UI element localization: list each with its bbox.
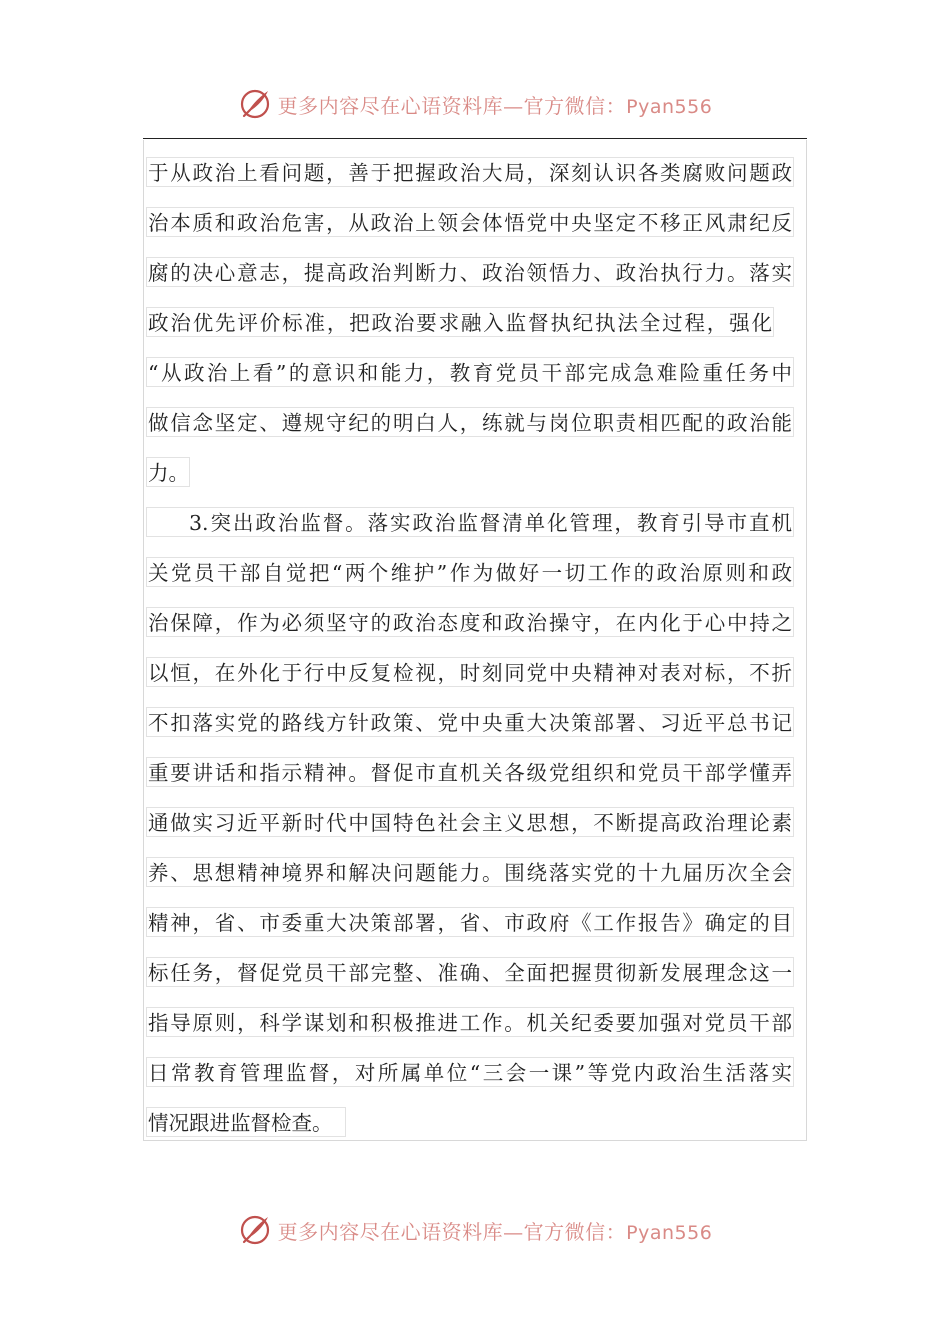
body-line-2: 治本质和政治危害，从政治上领会体悟党中央坚定不移正风肃纪反 xyxy=(146,207,794,237)
quill-pen-logo-icon xyxy=(238,1213,272,1247)
header-banner xyxy=(0,82,950,126)
header-wechat-id: Pyan556 xyxy=(626,95,713,118)
body-line-16: 精神，省、市委重大决策部署，省、市政府《工作报告》确定的目 xyxy=(146,907,794,937)
body-line-14: 通做实习近平新时代中国特色社会主义思想，不断提高政治理论素 xyxy=(146,807,794,837)
body-line-6: 做信念坚定、遵规守纪的明白人，练就与岗位职责相匹配的政治能 xyxy=(146,407,794,437)
body-line-17: 标任务，督促党员干部完整、准确、全面把握贯彻新发展理念这一 xyxy=(146,957,794,987)
footer-banner-text: 更多内容尽在心语资料库—官方微信：Pyan556 xyxy=(277,1219,713,1244)
body-line-9: 关党员干部自觉把“两个维护”作为做好一切工作的政治原则和政 xyxy=(146,557,794,587)
body-line-5: “从政治上看”的意识和能力，教育党员干部完成急难险重任务中 xyxy=(146,357,794,387)
body-line-20: 情况跟进监督检查。 xyxy=(146,1107,346,1137)
footer-banner xyxy=(0,1208,950,1252)
body-line-3: 腐的决心意志，提高政治判断力、政治领悟力、政治执行力。落实 xyxy=(146,257,794,287)
content-frame xyxy=(143,140,807,1141)
body-line-18: 指导原则，科学谋划和积极推进工作。机关纪委要加强对党员干部 xyxy=(146,1007,794,1037)
body-line-11: 以恒，在外化于行中反复检视，时刻同党中央精神对表对标，不折 xyxy=(146,657,794,687)
header-banner-text: 更多内容尽在心语资料库—官方微信：Pyan556 xyxy=(277,93,713,118)
body-line-10: 治保障，作为必须坚守的政治态度和政治操守，在内化于心中持之 xyxy=(146,607,794,637)
body-line-19: 日常教育管理监督，对所属单位“三会一课”等党内政治生活落实 xyxy=(146,1057,794,1087)
body-line-1: 于从政治上看问题，善于把握政治大局，深刻认识各类腐败问题政 xyxy=(146,157,794,187)
body-line-7: 力。 xyxy=(146,457,190,487)
body-line-4: 政治优先评价标准，把政治要求融入监督执纪执法全过程，强化 xyxy=(146,307,774,337)
footer-wechat-id: Pyan556 xyxy=(626,1221,713,1244)
header-rule xyxy=(143,138,807,139)
body-line-12: 不扣落实党的路线方针政策、党中央重大决策部署、习近平总书记 xyxy=(146,707,794,737)
body-line-13: 重要讲话和指示精神。督促市直机关各级党组织和党员干部学懂弄 xyxy=(146,757,794,787)
body-line-8: 3.突出政治监督。落实政治监督清单化管理，教育引导市直机 xyxy=(146,507,794,537)
body-line-15: 养、思想精神境界和解决问题能力。围绕落实党的十九届历次全会 xyxy=(146,857,794,887)
quill-pen-logo-icon xyxy=(238,87,272,121)
